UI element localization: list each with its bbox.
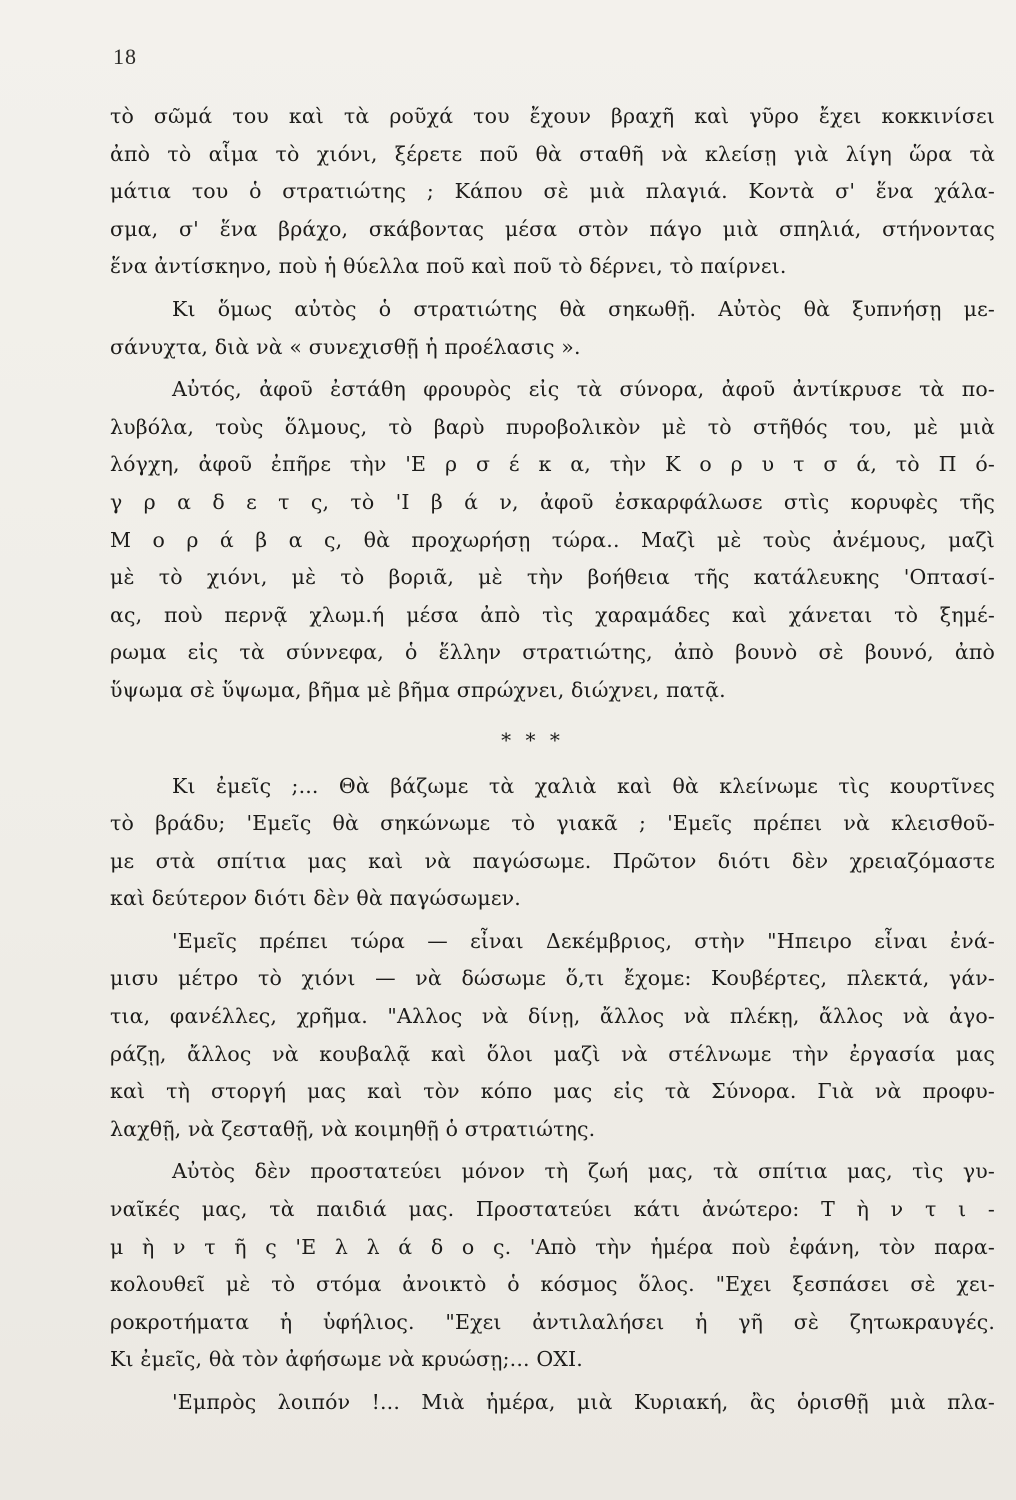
- text-line: τὸ βράδυ; 'Εμεῖς θὰ σηκώνωμε τὸ γιακᾶ ; 'Εμεῖς πρέπει νὰ κλεισθοῦ-: [110, 811, 995, 836]
- text-line: μ ὴ ν τ ῆ ς 'Ε λ λ ά δ ο ς. 'Απὸ τὴν ἡμέρα ποὺ ἐφάνη, τὸν παρα-: [110, 1234, 995, 1259]
- text-line: 'Εμπρὸς λοιπόν !... Μιὰ ἡμέρα, μιὰ Κυριακή, ἂς ὁρισθῇ μιὰ πλα-: [172, 1390, 995, 1414]
- text-line: 'Εμεῖς πρέπει τώρα — εἶναι Δεκέμβριος, στὴν "Ηπειρο εἶναι ἐνά-: [172, 928, 995, 953]
- paragraph: [110, 98, 995, 286]
- text-line: ἕνα ἀντίσκηνο, ποὺ ἡ θύελλα ποῦ καὶ ποῦ τὸ δέρνει, τὸ παίρνει.: [110, 254, 787, 279]
- text-line: με στὰ σπίτια μας καὶ νὰ παγώσωμε. Πρῶτον διότι δὲν χρειαζόμαστε: [110, 848, 995, 873]
- text-line: Κι ὅμως αὐτὸς ὁ στρατιώτης θὰ σηκωθῇ. Αὐτὸς θὰ ξυπνήσῃ με-: [172, 296, 995, 321]
- paragraph: [110, 1384, 995, 1422]
- text-line: λυβόλα, τοὺς ὅλμους, τὸ βαρὺ πυροβολικὸν μὲ τὸ στῆθός του, μὲ μιὰ: [110, 414, 995, 439]
- text-line: καὶ τὴ στοργή μας καὶ τὸν κόπο μας εἰς τὰ Σύνορα. Γιὰ νὰ προφυ-: [110, 1079, 995, 1104]
- text-line: σμα, σ' ἕνα βράχο, σκάβοντας μέσα στὸν πάγο μιὰ σπηλιά, στήνοντας: [110, 216, 995, 241]
- text-line: καὶ δεύτερον διότι δὲν θὰ παγώσωμεν.: [110, 886, 521, 911]
- text-line: τια, φανέλλες, χρῆμα. "Αλλος νὰ δίνῃ, ἄλλος νὰ πλέκῃ, ἄλλος νὰ ἀγο-: [110, 1004, 995, 1029]
- text-line: ὕψωμα σὲ ὕψωμα, βῆμα μὲ βῆμα σπρώχνει, διώχνει, πατᾷ.: [110, 677, 726, 702]
- text-line: μισυ μέτρο τὸ χιόνι — νὰ δώσωμε ὅ,τι ἔχομε: Κουβέρτες, πλεκτά, γάν-: [110, 966, 995, 991]
- text-line: σάνυχτα, διὰ νὰ « συνεχισθῇ ἡ προέλασις ».: [110, 334, 581, 359]
- text-line: ροκροτήματα ἡ ὑφήλιος. "Εχει ἀντιλαλήσει ἡ γῆ σὲ ζητωκραυγές.: [110, 1309, 995, 1334]
- text-line: ράζῃ, ἄλλος νὰ κουβαλᾷ καὶ ὅλοι μαζὶ νὰ στέλνωμε τὴν ἐργασία μας: [110, 1041, 995, 1066]
- text-line: Μ ο ρ ά β α ς, θὰ προχωρήσῃ τώρα.. Μαζὶ μὲ τοὺς ἀνέμους, μαζὶ: [110, 527, 995, 552]
- text-line: ἀπὸ τὸ αἷμα τὸ χιόνι, ξέρετε ποῦ θὰ σταθῆ νὰ κλείσῃ γιὰ λίγη ὥρα τὰ: [110, 141, 995, 166]
- text-line: Αὐτὸς δὲν προστατεύει μόνον τὴ ζωή μας, τὰ σπίτια μας, τὶς γυ-: [172, 1159, 995, 1184]
- page-number: 18: [113, 44, 137, 69]
- text-line: τὸ σῶμά του καὶ τὰ ροῦχά του ἔχουν βραχῆ καὶ γῦρο ἔχει κοκκινίσει: [110, 104, 995, 128]
- text-line: μὲ τὸ χιόνι, μὲ τὸ βοριᾶ, μὲ τὴν βοήθεια τῆς κατάλευκης 'Οπτασί-: [110, 565, 995, 590]
- paragraph: [110, 371, 995, 709]
- text-line: μάτια του ὁ στρατιώτης ; Κάπου σὲ μιὰ πλαγιά. Κοντὰ σ' ἕνα χάλα-: [110, 179, 995, 204]
- paragraph: [110, 768, 995, 918]
- text-line: Κι ἐμεῖς ;... Θὰ βάζωμε τὰ χαλιὰ καὶ θὰ κλείνωμε τὶς κουρτῖνες: [172, 773, 995, 798]
- text-line: ας, ποὺ περνᾷ χλωμ.ή μέσα ἀπὸ τὶς χαραμάδες καὶ χάνεται τὸ ξημέ-: [110, 602, 995, 627]
- text-line: ρωμα εἰς τὰ σύννεφα, ὁ ἕλλην στρατιώτης, ἀπὸ βουνὸ σὲ βουνό, ἀπὸ: [110, 640, 995, 665]
- text-line: Κι ἐμεῖς, θὰ τὸν ἀφήσωμε νὰ κρυώσῃ;... ΟΧΙ.: [110, 1347, 583, 1372]
- text-line: κολουθεῖ μὲ τὸ στόμα ἀνοικτὸ ὁ κόσμος ὅλος. "Εχει ξεσπάσει σὲ χει-: [110, 1272, 995, 1297]
- body-text: [110, 98, 995, 1422]
- text-line: λαχθῇ, νὰ ζεσταθῇ, νὰ κοιμηθῇ ὁ στρατιώτης.: [110, 1116, 596, 1141]
- paragraph: [110, 1153, 995, 1379]
- paragraph: [110, 291, 995, 366]
- section-divider: * * *: [501, 727, 564, 752]
- paragraph: [110, 923, 995, 1149]
- text-line: γ ρ α δ ε τ ς, τὸ 'Ι β ά ν, ἀφοῦ ἐσκαρφάλωσε στὶς κορυφὲς τῆς: [110, 489, 995, 514]
- text-line: λόγχη, ἀφοῦ ἐπῆρε τὴν 'Ε ρ σ έ κ α, τὴν Κ ο ρ υ τ σ ά, τὸ Π ό-: [110, 452, 995, 477]
- text-line: Αὐτός, ἀφοῦ ἐστάθη φρουρὸς εἰς τὰ σύνορα, ἀφοῦ ἀντίκρυσε τὰ πο-: [172, 377, 995, 402]
- text-line: ναῖκές μας, τὰ παιδιά μας. Προστατεύει κάτι ἀνώτερο: Τ ὴ ν τ ι -: [110, 1197, 995, 1222]
